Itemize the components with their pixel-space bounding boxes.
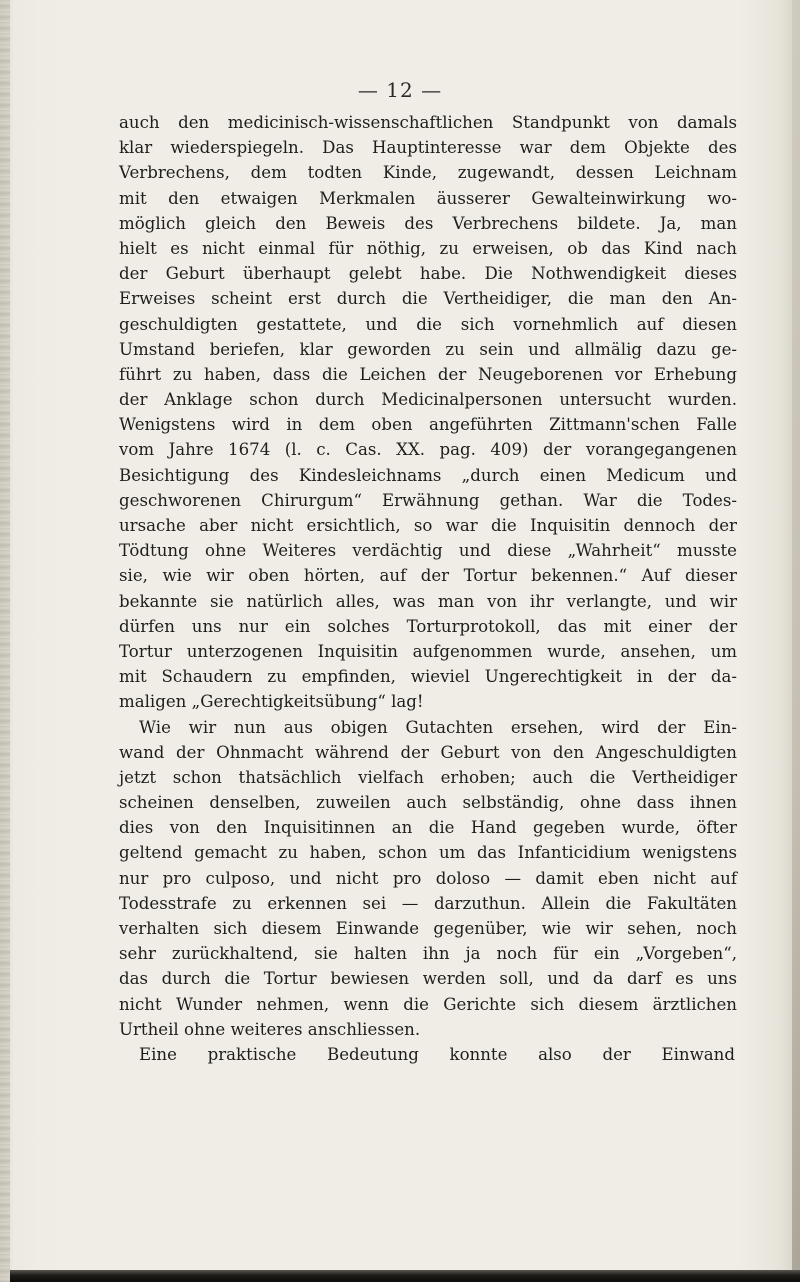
text-line: sehr zurückhaltend, sie halten ihn ja noch für ein „Vorgeben“, xyxy=(119,944,737,964)
text-line: Besichtigung des Kindesleichnams „durch einen Medicum und xyxy=(119,465,737,485)
text-line: Urtheil ohne weiteres anschliessen. xyxy=(119,1019,421,1039)
text-line: Todesstrafe zu erkennen sei — darzuthun. Allein die Fakultäten xyxy=(119,893,737,913)
text-line: Verbrechens, dem todten Kinde, zugewandt, dessen Leichnam xyxy=(119,163,737,183)
text-line: möglich gleich den Beweis des Verbrechens bildete. Ja, man xyxy=(119,213,737,233)
body-text xyxy=(119,110,737,1067)
text-line: wand der Ohnmacht während der Geburt von den Angeschuldigten xyxy=(119,742,737,762)
binding-edge xyxy=(0,0,10,1282)
text-line: der Geburt überhaupt gelebt habe. Die Nothwendigkeit dieses xyxy=(119,264,737,284)
page-edge-shadow xyxy=(792,0,800,1282)
text-line: dies von den Inquisitinnen an die Hand gegeben wurde, öfter xyxy=(119,818,737,838)
text-line: verhalten sich diesem Einwande gegenüber, wie wir sehen, noch xyxy=(119,919,737,938)
text-line: ursache aber nicht ersichtlich, so war die Inquisitin dennoch der xyxy=(119,516,737,535)
text-line: maligen „Gerechtigkeitsübung“ lag! xyxy=(119,692,424,712)
text-line: auch den medicinisch-wissenschaftlichen Standpunkt von damals xyxy=(119,113,737,132)
text-line: jetzt schon thatsächlich vielfach erhoben; auch die Vertheidiger xyxy=(119,767,737,787)
text-line: das durch die Tortur bewiesen werden soll, und da darf es uns xyxy=(119,969,737,989)
text-line: Wenigstens wird in dem oben angeführten Zittmann'schen Falle xyxy=(119,415,737,435)
text-line: geschworenen Chirurgum“ Erwähnung gethan. War die Todes- xyxy=(119,490,737,510)
text-line: mit Schaudern zu empfinden, wieviel Ungerechtigkeit in der da- xyxy=(119,667,737,687)
text-line: scheinen denselben, zuweilen auch selbständig, ohne dass ihnen xyxy=(119,793,737,813)
text-line: Tödtung ohne Weiteres verdächtig und diese „Wahrheit“ musste xyxy=(119,541,737,561)
text-line: klar wiederspiegeln. Das Hauptinteresse war dem Objekte des xyxy=(119,138,737,158)
scan-bottom-border xyxy=(10,1270,800,1282)
text-line: bekannte sie natürlich alles, was man von ihr verlangte, und wir xyxy=(119,591,737,611)
text-line: dürfen uns nur ein solches Torturprotokoll, das mit einer der xyxy=(119,616,737,636)
text-line: sie, wie wir oben hörten, auf der Tortur bekennen.“ Auf dieser xyxy=(119,566,737,586)
text-line: Wie wir nun aus obigen Gutachten ersehen, wird der Ein- xyxy=(139,717,737,737)
text-line: geschuldigten gestattete, und die sich vornehmlich auf diesen xyxy=(119,314,737,334)
text-line: nur pro culposo, und nicht pro doloso — damit eben nicht auf xyxy=(119,868,737,888)
text-line: Eine praktische Bedeutung konnte also der Einwand xyxy=(139,1044,735,1064)
text-line: hielt es nicht einmal für nöthig, zu erweisen, ob das Kind nach xyxy=(119,238,737,258)
text-line: vom Jahre 1674 (l. c. Cas. XX. pag. 409) der vorangegangenen xyxy=(119,440,737,460)
text-line: Umstand beriefen, klar geworden zu sein und allmälig dazu ge- xyxy=(119,339,737,359)
page-number: — 12 — xyxy=(357,78,443,102)
text-line: Tortur unterzogenen Inquisitin aufgenommen wurde, ansehen, um xyxy=(119,641,737,661)
text-line: mit den etwaigen Merkmalen äusserer Gewalteinwirkung wo- xyxy=(119,188,737,208)
text-line: nicht Wunder nehmen, wenn die Gerichte sich diesem ärztlichen xyxy=(119,994,737,1014)
text-line: Erweises scheint erst durch die Vertheidiger, die man den An- xyxy=(119,289,737,309)
text-line: der Anklage schon durch Medicinalpersonen untersucht wurden. xyxy=(119,390,737,410)
text-line: führt zu haben, dass die Leichen der Neugeborenen vor Erhebung xyxy=(119,364,737,384)
text-line: geltend gemacht zu haben, schon um das Infanticidium wenigstens xyxy=(119,843,737,863)
